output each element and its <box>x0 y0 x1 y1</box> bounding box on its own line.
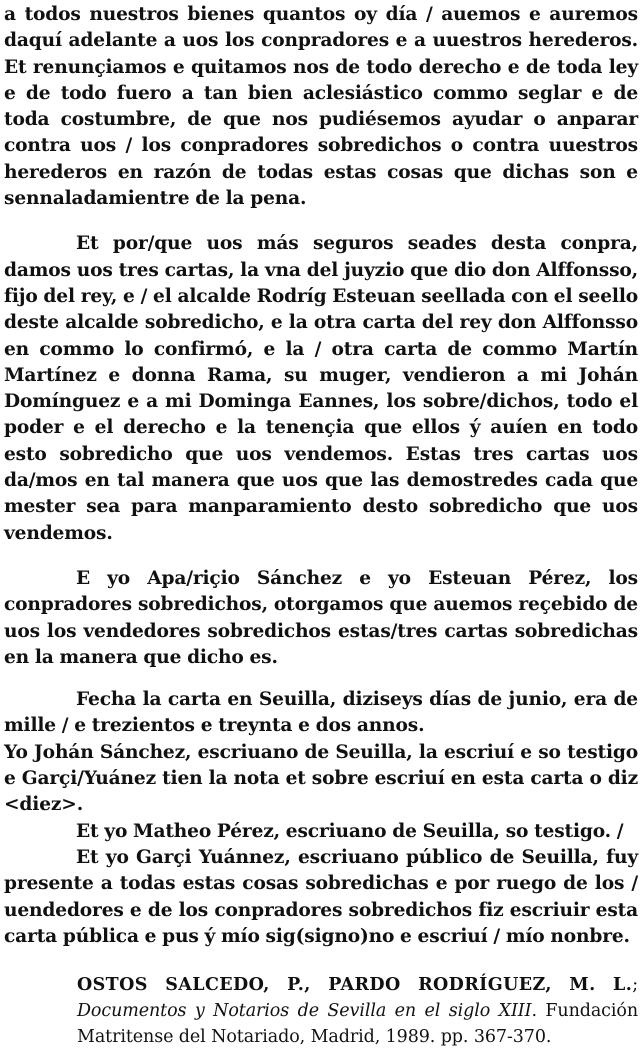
paragraph-testigo-matheo: Et yo Matheo Pérez, escriuano de Seuilla, so testigo. / <box>76 820 624 842</box>
reference-title: Documentos y Notarios de Sevilla en el siglo XIII <box>77 1001 532 1022</box>
paragraph-escriuano-garci: Et yo Garçi Yuánnez, escriuano público de Seuilla, fuy presente a todas estas cosas sobredichas e por ruego de los / uendedores e de los conpradores sobredichos fiz escriuir esta carta pública e pus ý mío sig(signo)no e escriuí / mío nonbre. <box>4 846 638 947</box>
paragraph-cartas: Et por/que uos más seguros seades desta conpra, damos uos tres cartas, la vna del juyzio que dio don Alffonsso, fijo del rey, e / el alcalde Rodríg Esteuan seellada con el seello deste alcalde sobredicho, e la otra carta del rey don Alffonsso en commo lo confirmó, e la / otra carta de commo Martín Martínez e donna Rama, su muger, vendieron a mi Johán Domínguez e a mi Dominga Eannes, los sobre/dichos, todo el poder e el derecho e la tenençia que ellos ý auíen en todo esto sobredicho que uos vendemos. Estas tres cartas uos da/mos en tal manera que uos que las demostredes cada que mester sea para manparamiento desto sobredicho que uos vendemos. <box>4 233 638 544</box>
reference-publication: . Fundación Matritense del Notariado, Madrid, 1989. pp. 367-370. <box>77 1001 638 1048</box>
paragraph-renuncia: a todos nuestros bienes quantos oy día / auemos e auremos daquí adelante a uos los conpradores e a uuestros herederos. Et renunçiamos e quitamos nos de todo derecho e de toda ley e de todo fuero a tan bien aclesiástico commo seglar e de toda costumbre, de que nos pudiésemos ayudar o anparar contra uos / los conpradores sobredichos o contra uuestros herederos en razón de todas estas cosas que dichas son e sennaladamientre de la pena. <box>4 4 638 210</box>
bibliographic-reference <box>77 972 638 1050</box>
paragraph-conpradores: E yo Apa/riçio Sánchez e yo Esteuan Pérez, los conpradores sobredichos, otorgamos que auemos reçebido de uos los vendedores sobredichos estas/tres cartas sobredichas en la manera que dicho es. <box>4 567 638 668</box>
reference-separator: ; <box>632 975 638 996</box>
document-page <box>4 2 638 1050</box>
reference-authors: OSTOS SALCEDO, P., PARDO RODRÍGUEZ, M. L. <box>77 975 633 996</box>
paragraph-fecha: Fecha la carta en Seuilla, diziseys días de junio, era de mille / e trezientos e treynta e dos annos. <box>4 689 638 737</box>
paragraph-escriuano-johan: Yo Johán Sánchez, escriuano de Seuilla, la escriuí e so testigo e Garçi/Yuánez tien la nota et sobre escriuí en esta carta o diz <diez>. <box>4 741 638 816</box>
